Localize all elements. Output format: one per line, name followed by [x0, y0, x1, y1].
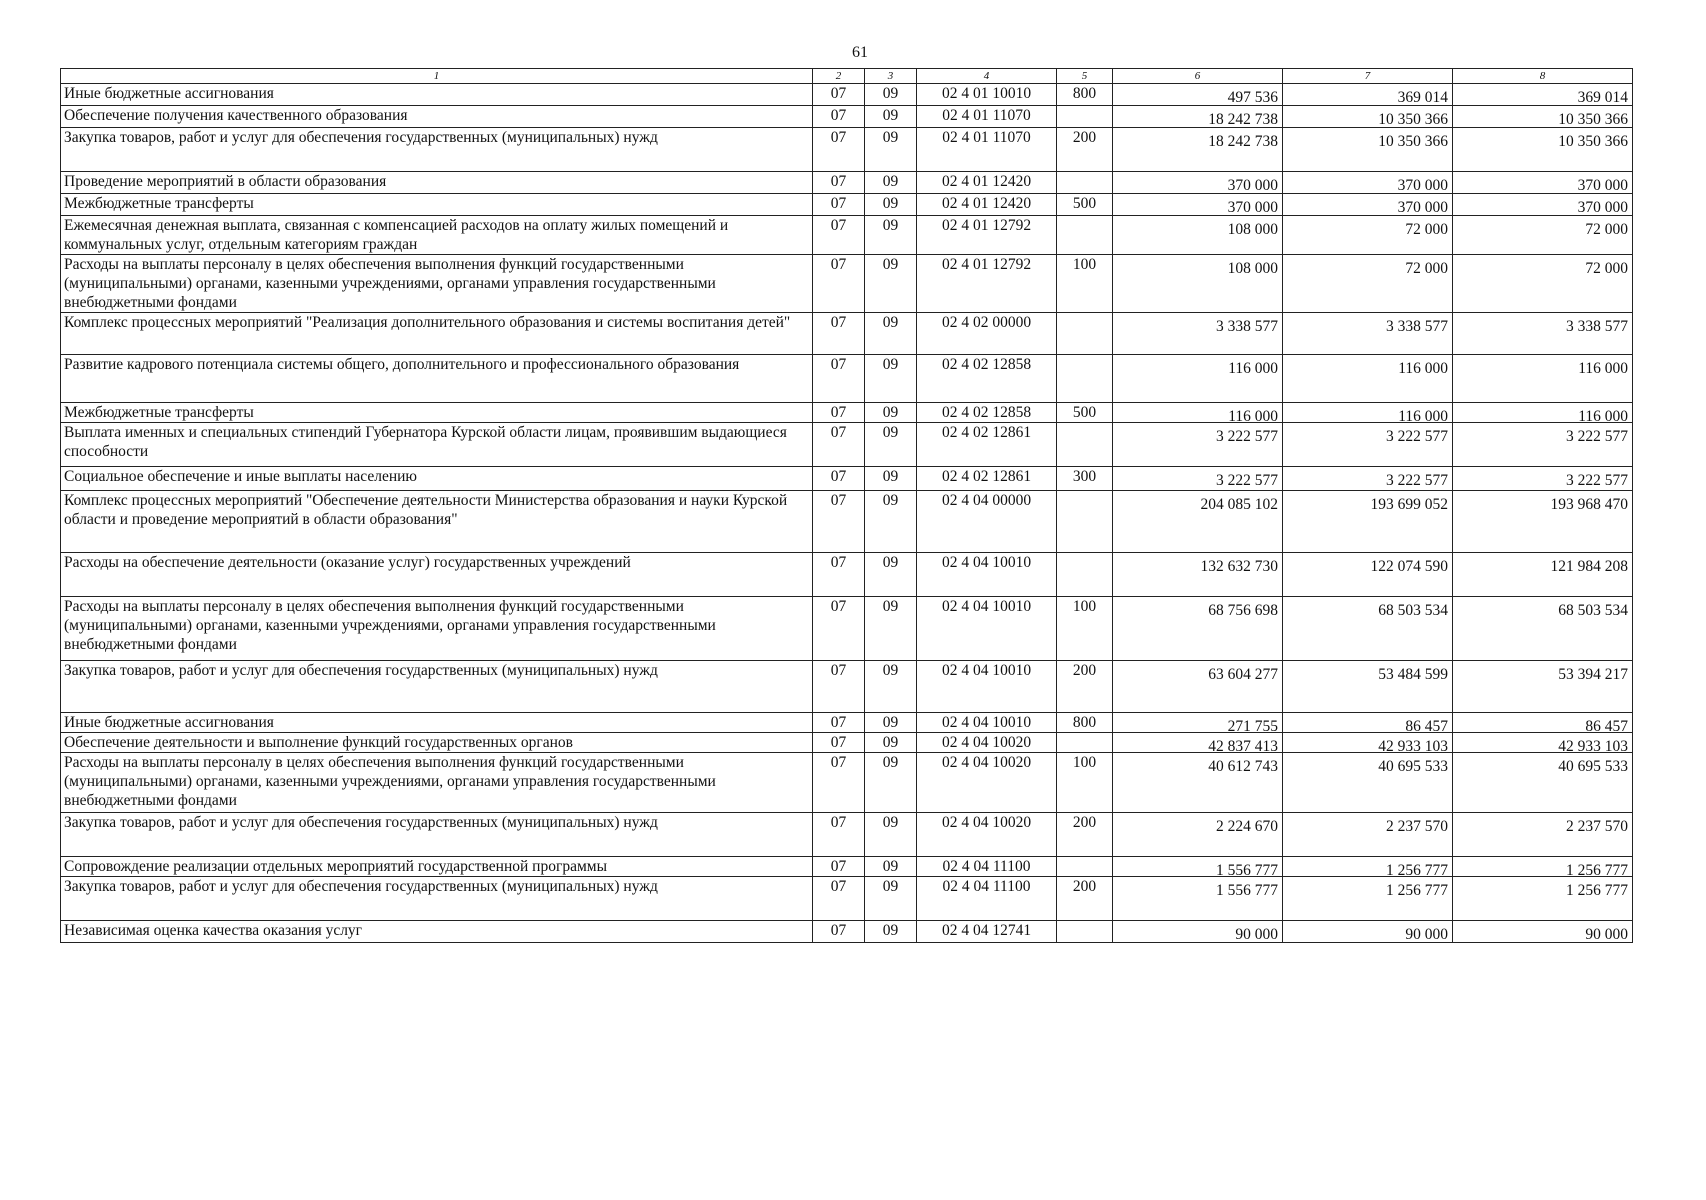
- header-cell: 2: [813, 69, 865, 84]
- amount-col-8-value: 68 503 534: [1558, 602, 1628, 619]
- expense-type-code: 200: [1057, 661, 1113, 713]
- amount-col-6-value: 2 224 670: [1216, 818, 1278, 835]
- amount-col-7: [1283, 172, 1453, 194]
- amount-col-7-value: 2 237 570: [1386, 818, 1448, 835]
- amount-col-6-value: 271 755: [1227, 718, 1278, 733]
- amount-col-8-value: 1 256 777: [1566, 882, 1628, 899]
- amount-col-6-value: 63 604 277: [1208, 666, 1278, 683]
- amount-col-7-value: 72 000: [1405, 260, 1448, 277]
- row-name: Ежемесячная денежная выплата, связанная с компенсацией расходов на оплату жилых помещений и коммунальных услуг, отдельным категориям граждан: [61, 216, 813, 255]
- amount-col-6: [1113, 255, 1283, 313]
- header-cell: 3: [865, 69, 917, 84]
- amount-col-7: [1283, 467, 1453, 491]
- column-number-row: [61, 69, 1633, 84]
- section-code: 07: [813, 423, 865, 467]
- target-article-code: 02 4 01 10010: [917, 84, 1057, 106]
- amount-col-6: [1113, 194, 1283, 216]
- amount-col-7-value: 193 699 052: [1370, 496, 1448, 513]
- row-name: Межбюджетные трансферты: [61, 194, 813, 216]
- subsection-code: 09: [865, 255, 917, 313]
- target-article-code: 02 4 02 12858: [917, 403, 1057, 423]
- expense-type-code: 800: [1057, 713, 1113, 733]
- amount-col-7: [1283, 355, 1453, 403]
- amount-col-6-value: 3 338 577: [1216, 318, 1278, 335]
- row-name: Комплекс процессных мероприятий "Реализация дополнительного образования и системы воспитания детей": [61, 313, 813, 355]
- table-row: [61, 423, 1633, 467]
- expense-type-code: [1057, 491, 1113, 553]
- amount-col-6: [1113, 403, 1283, 423]
- amount-col-8: [1453, 313, 1633, 355]
- row-name: Социальное обеспечение и иные выплаты населению: [61, 467, 813, 491]
- amount-col-8-value: 90 000: [1585, 926, 1628, 943]
- amount-col-7: [1283, 597, 1453, 661]
- section-code: 07: [813, 661, 865, 713]
- row-name: Комплекс процессных мероприятий "Обеспечение деятельности Министерства образования и науки Курской области и проведение мероприятий в области образования": [61, 491, 813, 553]
- amount-col-7: [1283, 106, 1453, 128]
- section-code: 07: [813, 403, 865, 423]
- amount-col-8: [1453, 172, 1633, 194]
- target-article-code: 02 4 02 00000: [917, 313, 1057, 355]
- expense-type-code: 200: [1057, 813, 1113, 857]
- amount-col-6-value: 3 222 577: [1216, 428, 1278, 445]
- amount-col-7-value: 42 933 103: [1378, 738, 1448, 753]
- expense-type-code: [1057, 355, 1113, 403]
- amount-col-7-value: 1 256 777: [1386, 882, 1448, 899]
- target-article-code: 02 4 01 12792: [917, 255, 1057, 313]
- row-name: Иные бюджетные ассигнования: [61, 713, 813, 733]
- table-row: [61, 661, 1633, 713]
- target-article-code: 02 4 04 10020: [917, 733, 1057, 753]
- target-article-code: 02 4 02 12861: [917, 423, 1057, 467]
- target-article-code: 02 4 02 12858: [917, 355, 1057, 403]
- budget-table: [60, 68, 1633, 943]
- amount-col-8: [1453, 661, 1633, 713]
- amount-col-7: [1283, 255, 1453, 313]
- amount-col-6: [1113, 813, 1283, 857]
- amount-col-8: [1453, 921, 1633, 943]
- amount-col-6: [1113, 491, 1283, 553]
- section-code: 07: [813, 313, 865, 355]
- section-code: 07: [813, 813, 865, 857]
- subsection-code: 09: [865, 106, 917, 128]
- amount-col-7-value: 3 222 577: [1386, 472, 1448, 489]
- section-code: 07: [813, 216, 865, 255]
- target-article-code: 02 4 04 11100: [917, 877, 1057, 921]
- amount-col-6: [1113, 313, 1283, 355]
- target-article-code: 02 4 04 10010: [917, 661, 1057, 713]
- table-row: [61, 355, 1633, 403]
- header-cell: 4: [917, 69, 1057, 84]
- amount-col-7: [1283, 491, 1453, 553]
- row-name: Иные бюджетные ассигнования: [61, 84, 813, 106]
- target-article-code: 02 4 01 12420: [917, 194, 1057, 216]
- amount-col-8-value: 10 350 366: [1558, 133, 1628, 150]
- amount-col-7: [1283, 84, 1453, 106]
- amount-col-6: [1113, 216, 1283, 255]
- amount-col-6: [1113, 106, 1283, 128]
- amount-col-7-value: 68 503 534: [1378, 602, 1448, 619]
- amount-col-7-value: 40 695 533: [1378, 758, 1448, 775]
- amount-col-8-value: 370 000: [1577, 177, 1628, 194]
- target-article-code: 02 4 04 00000: [917, 491, 1057, 553]
- table-row: [61, 713, 1633, 733]
- expense-type-code: [1057, 216, 1113, 255]
- section-code: 07: [813, 553, 865, 597]
- subsection-code: 09: [865, 313, 917, 355]
- amount-col-7-value: 370 000: [1397, 177, 1448, 194]
- amount-col-8: [1453, 813, 1633, 857]
- amount-col-6: [1113, 172, 1283, 194]
- amount-col-8: [1453, 553, 1633, 597]
- amount-col-7-value: 10 350 366: [1378, 133, 1448, 150]
- amount-col-7-value: 3 338 577: [1386, 318, 1448, 335]
- amount-col-7: [1283, 733, 1453, 753]
- amount-col-7-value: 369 014: [1397, 89, 1448, 106]
- amount-col-8-value: 3 222 577: [1566, 472, 1628, 489]
- header-cell: 5: [1057, 69, 1113, 84]
- amount-col-6-value: 204 085 102: [1200, 496, 1278, 513]
- amount-col-7-value: 122 074 590: [1370, 558, 1448, 575]
- subsection-code: 09: [865, 661, 917, 713]
- amount-col-8: [1453, 216, 1633, 255]
- subsection-code: 09: [865, 857, 917, 877]
- amount-col-6: [1113, 128, 1283, 172]
- amount-col-6-value: 108 000: [1227, 221, 1278, 238]
- subsection-code: 09: [865, 921, 917, 943]
- amount-col-7-value: 53 484 599: [1378, 666, 1448, 683]
- row-name: Развитие кадрового потенциала системы общего, дополнительного и профессионального образования: [61, 355, 813, 403]
- amount-col-7: [1283, 753, 1453, 813]
- table-row: [61, 553, 1633, 597]
- table-row: [61, 194, 1633, 216]
- expense-type-code: 500: [1057, 403, 1113, 423]
- section-code: 07: [813, 491, 865, 553]
- section-code: 07: [813, 877, 865, 921]
- amount-col-7: [1283, 921, 1453, 943]
- amount-col-6: [1113, 713, 1283, 733]
- amount-col-8: [1453, 194, 1633, 216]
- amount-col-7-value: 86 457: [1405, 718, 1448, 733]
- amount-col-6-value: 18 242 738: [1208, 133, 1278, 150]
- row-name: Расходы на обеспечение деятельности (оказание услуг) государственных учреждений: [61, 553, 813, 597]
- table-row: [61, 172, 1633, 194]
- table-row: [61, 84, 1633, 106]
- amount-col-7: [1283, 713, 1453, 733]
- target-article-code: 02 4 01 11070: [917, 128, 1057, 172]
- amount-col-6: [1113, 921, 1283, 943]
- expense-type-code: [1057, 553, 1113, 597]
- subsection-code: 09: [865, 753, 917, 813]
- section-code: 07: [813, 128, 865, 172]
- amount-col-8-value: 369 014: [1577, 89, 1628, 106]
- amount-col-6-value: 18 242 738: [1208, 111, 1278, 128]
- target-article-code: 02 4 01 12792: [917, 216, 1057, 255]
- expense-type-code: [1057, 423, 1113, 467]
- row-name: Расходы на выплаты персоналу в целях обеспечения выполнения функций государственными (муниципальными) органами, казенными учреждениями, органами управления государственными внебюджетными фондами: [61, 753, 813, 813]
- expense-type-code: 200: [1057, 877, 1113, 921]
- section-code: 07: [813, 106, 865, 128]
- amount-col-7-value: 10 350 366: [1378, 111, 1448, 128]
- subsection-code: 09: [865, 403, 917, 423]
- amount-col-8: [1453, 423, 1633, 467]
- row-name: Межбюджетные трансферты: [61, 403, 813, 423]
- expense-type-code: 100: [1057, 255, 1113, 313]
- row-name: Расходы на выплаты персоналу в целях обеспечения выполнения функций государственными (муниципальными) органами, казенными учреждениями, органами управления государственными внебюджетными фондами: [61, 597, 813, 661]
- amount-col-7: [1283, 857, 1453, 877]
- section-code: 07: [813, 597, 865, 661]
- amount-col-8-value: 86 457: [1585, 718, 1628, 733]
- table-row: [61, 255, 1633, 313]
- expense-type-code: [1057, 857, 1113, 877]
- amount-col-8: [1453, 84, 1633, 106]
- amount-col-7: [1283, 216, 1453, 255]
- target-article-code: 02 4 01 11070: [917, 106, 1057, 128]
- table-row: [61, 877, 1633, 921]
- amount-col-8-value: 2 237 570: [1566, 818, 1628, 835]
- section-code: 07: [813, 753, 865, 813]
- amount-col-8: [1453, 128, 1633, 172]
- table-row: [61, 313, 1633, 355]
- row-name: Закупка товаров, работ и услуг для обеспечения государственных (муниципальных) нужд: [61, 661, 813, 713]
- header-cell: 7: [1283, 69, 1453, 84]
- amount-col-6-value: 68 756 698: [1208, 602, 1278, 619]
- amount-col-7-value: 1 256 777: [1386, 862, 1448, 877]
- section-code: 07: [813, 355, 865, 403]
- amount-col-6-value: 40 612 743: [1208, 758, 1278, 775]
- row-name: Сопровождение реализации отдельных мероприятий государственной программы: [61, 857, 813, 877]
- row-name: Закупка товаров, работ и услуг для обеспечения государственных (муниципальных) нужд: [61, 128, 813, 172]
- amount-col-6-value: 1 556 777: [1216, 862, 1278, 877]
- section-code: 07: [813, 467, 865, 491]
- table-row: [61, 403, 1633, 423]
- subsection-code: 09: [865, 84, 917, 106]
- amount-col-6: [1113, 423, 1283, 467]
- subsection-code: 09: [865, 216, 917, 255]
- amount-col-7: [1283, 813, 1453, 857]
- amount-col-8-value: 53 394 217: [1558, 666, 1628, 683]
- amount-col-7: [1283, 553, 1453, 597]
- amount-col-8: [1453, 491, 1633, 553]
- header-cell: 8: [1453, 69, 1633, 84]
- amount-col-8: [1453, 857, 1633, 877]
- expense-type-code: [1057, 106, 1113, 128]
- expense-type-code: 800: [1057, 84, 1113, 106]
- subsection-code: 09: [865, 355, 917, 403]
- target-article-code: 02 4 04 11100: [917, 857, 1057, 877]
- amount-col-7-value: 370 000: [1397, 199, 1448, 216]
- row-name: Расходы на выплаты персоналу в целях обеспечения выполнения функций государственными (муниципальными) органами, казенными учреждениями, органами управления государственными внебюджетными фондами: [61, 255, 813, 313]
- amount-col-6: [1113, 597, 1283, 661]
- amount-col-8-value: 10 350 366: [1558, 111, 1628, 128]
- amount-col-6-value: 42 837 413: [1208, 738, 1278, 753]
- amount-col-6: [1113, 467, 1283, 491]
- amount-col-6: [1113, 661, 1283, 713]
- amount-col-7: [1283, 661, 1453, 713]
- target-article-code: 02 4 04 10010: [917, 553, 1057, 597]
- table-row: [61, 106, 1633, 128]
- amount-col-6: [1113, 857, 1283, 877]
- expense-type-code: 100: [1057, 753, 1113, 813]
- amount-col-8: [1453, 255, 1633, 313]
- amount-col-8-value: 1 256 777: [1566, 862, 1628, 877]
- expense-type-code: [1057, 313, 1113, 355]
- expense-type-code: 100: [1057, 597, 1113, 661]
- row-name: Обеспечение деятельности и выполнение функций государственных органов: [61, 733, 813, 753]
- amount-col-6: [1113, 84, 1283, 106]
- subsection-code: 09: [865, 553, 917, 597]
- subsection-code: 09: [865, 128, 917, 172]
- page-number: 61: [852, 44, 868, 61]
- section-code: 07: [813, 857, 865, 877]
- section-code: 07: [813, 194, 865, 216]
- expense-type-code: 500: [1057, 194, 1113, 216]
- amount-col-7: [1283, 877, 1453, 921]
- section-code: 07: [813, 921, 865, 943]
- section-code: 07: [813, 255, 865, 313]
- target-article-code: 02 4 04 10020: [917, 753, 1057, 813]
- amount-col-7-value: 72 000: [1405, 221, 1448, 238]
- subsection-code: 09: [865, 172, 917, 194]
- subsection-code: 09: [865, 877, 917, 921]
- amount-col-8-value: 193 968 470: [1550, 496, 1628, 513]
- amount-col-6-value: 3 222 577: [1216, 472, 1278, 489]
- expense-type-code: [1057, 733, 1113, 753]
- amount-col-8-value: 42 933 103: [1558, 738, 1628, 753]
- row-name: Проведение мероприятий в области образования: [61, 172, 813, 194]
- subsection-code: 09: [865, 423, 917, 467]
- section-code: 07: [813, 713, 865, 733]
- amount-col-8-value: 72 000: [1585, 260, 1628, 277]
- row-name: Выплата именных и специальных стипендий Губернатора Курской области лицам, проявившим выдающиеся способности: [61, 423, 813, 467]
- amount-col-6-value: 370 000: [1227, 177, 1278, 194]
- amount-col-8-value: 40 695 533: [1558, 758, 1628, 775]
- header-cell: 6: [1113, 69, 1283, 84]
- target-article-code: 02 4 02 12861: [917, 467, 1057, 491]
- amount-col-8: [1453, 467, 1633, 491]
- table-row: [61, 491, 1633, 553]
- amount-col-8: [1453, 753, 1633, 813]
- amount-col-7: [1283, 313, 1453, 355]
- target-article-code: 02 4 04 10010: [917, 713, 1057, 733]
- table-row: [61, 753, 1633, 813]
- amount-col-7-value: 3 222 577: [1386, 428, 1448, 445]
- amount-col-6: [1113, 553, 1283, 597]
- section-code: 07: [813, 733, 865, 753]
- target-article-code: 02 4 04 10020: [917, 813, 1057, 857]
- amount-col-7: [1283, 403, 1453, 423]
- amount-col-8: [1453, 597, 1633, 661]
- amount-col-8: [1453, 733, 1633, 753]
- row-name: Независимая оценка качества оказания услуг: [61, 921, 813, 943]
- amount-col-7-value: 116 000: [1398, 360, 1448, 377]
- subsection-code: 09: [865, 733, 917, 753]
- amount-col-6: [1113, 877, 1283, 921]
- amount-col-7: [1283, 194, 1453, 216]
- amount-col-6: [1113, 355, 1283, 403]
- amount-col-8-value: 116 000: [1578, 408, 1628, 423]
- table-row: [61, 921, 1633, 943]
- table-row: [61, 733, 1633, 753]
- amount-col-8-value: 121 984 208: [1550, 558, 1628, 575]
- amount-col-6-value: 497 536: [1227, 89, 1278, 106]
- amount-col-8: [1453, 355, 1633, 403]
- amount-col-6-value: 132 632 730: [1200, 558, 1278, 575]
- target-article-code: 02 4 04 10010: [917, 597, 1057, 661]
- subsection-code: 09: [865, 713, 917, 733]
- subsection-code: 09: [865, 467, 917, 491]
- amount-col-8-value: 72 000: [1585, 221, 1628, 238]
- amount-col-7: [1283, 128, 1453, 172]
- amount-col-8: [1453, 403, 1633, 423]
- subsection-code: 09: [865, 813, 917, 857]
- amount-col-7-value: 116 000: [1398, 408, 1448, 423]
- amount-col-6-value: 90 000: [1235, 926, 1278, 943]
- amount-col-6-value: 116 000: [1228, 408, 1278, 423]
- table-row: [61, 216, 1633, 255]
- table-row: [61, 467, 1633, 491]
- row-name: Закупка товаров, работ и услуг для обеспечения государственных (муниципальных) нужд: [61, 877, 813, 921]
- target-article-code: 02 4 01 12420: [917, 172, 1057, 194]
- amount-col-7: [1283, 423, 1453, 467]
- amount-col-8: [1453, 713, 1633, 733]
- amount-col-7-value: 90 000: [1405, 926, 1448, 943]
- expense-type-code: [1057, 921, 1113, 943]
- subsection-code: 09: [865, 194, 917, 216]
- expense-type-code: 200: [1057, 128, 1113, 172]
- table-row: [61, 813, 1633, 857]
- amount-col-6-value: 1 556 777: [1216, 882, 1278, 899]
- table-row: [61, 597, 1633, 661]
- expense-type-code: [1057, 172, 1113, 194]
- subsection-code: 09: [865, 597, 917, 661]
- amount-col-6-value: 370 000: [1227, 199, 1278, 216]
- header-cell: 1: [61, 69, 813, 84]
- amount-col-6-value: 116 000: [1228, 360, 1278, 377]
- amount-col-8: [1453, 877, 1633, 921]
- expense-type-code: 300: [1057, 467, 1113, 491]
- table-row: [61, 857, 1633, 877]
- amount-col-8-value: 116 000: [1578, 360, 1628, 377]
- subsection-code: 09: [865, 491, 917, 553]
- amount-col-6-value: 108 000: [1227, 260, 1278, 277]
- target-article-code: 02 4 04 12741: [917, 921, 1057, 943]
- row-name: Закупка товаров, работ и услуг для обеспечения государственных (муниципальных) нужд: [61, 813, 813, 857]
- amount-col-8-value: 370 000: [1577, 199, 1628, 216]
- amount-col-6: [1113, 733, 1283, 753]
- table-body: [61, 69, 1633, 943]
- amount-col-8-value: 3 222 577: [1566, 428, 1628, 445]
- amount-col-6: [1113, 753, 1283, 813]
- section-code: 07: [813, 172, 865, 194]
- section-code: 07: [813, 84, 865, 106]
- row-name: Обеспечение получения качественного образования: [61, 106, 813, 128]
- table-row: [61, 128, 1633, 172]
- amount-col-8: [1453, 106, 1633, 128]
- amount-col-8-value: 3 338 577: [1566, 318, 1628, 335]
